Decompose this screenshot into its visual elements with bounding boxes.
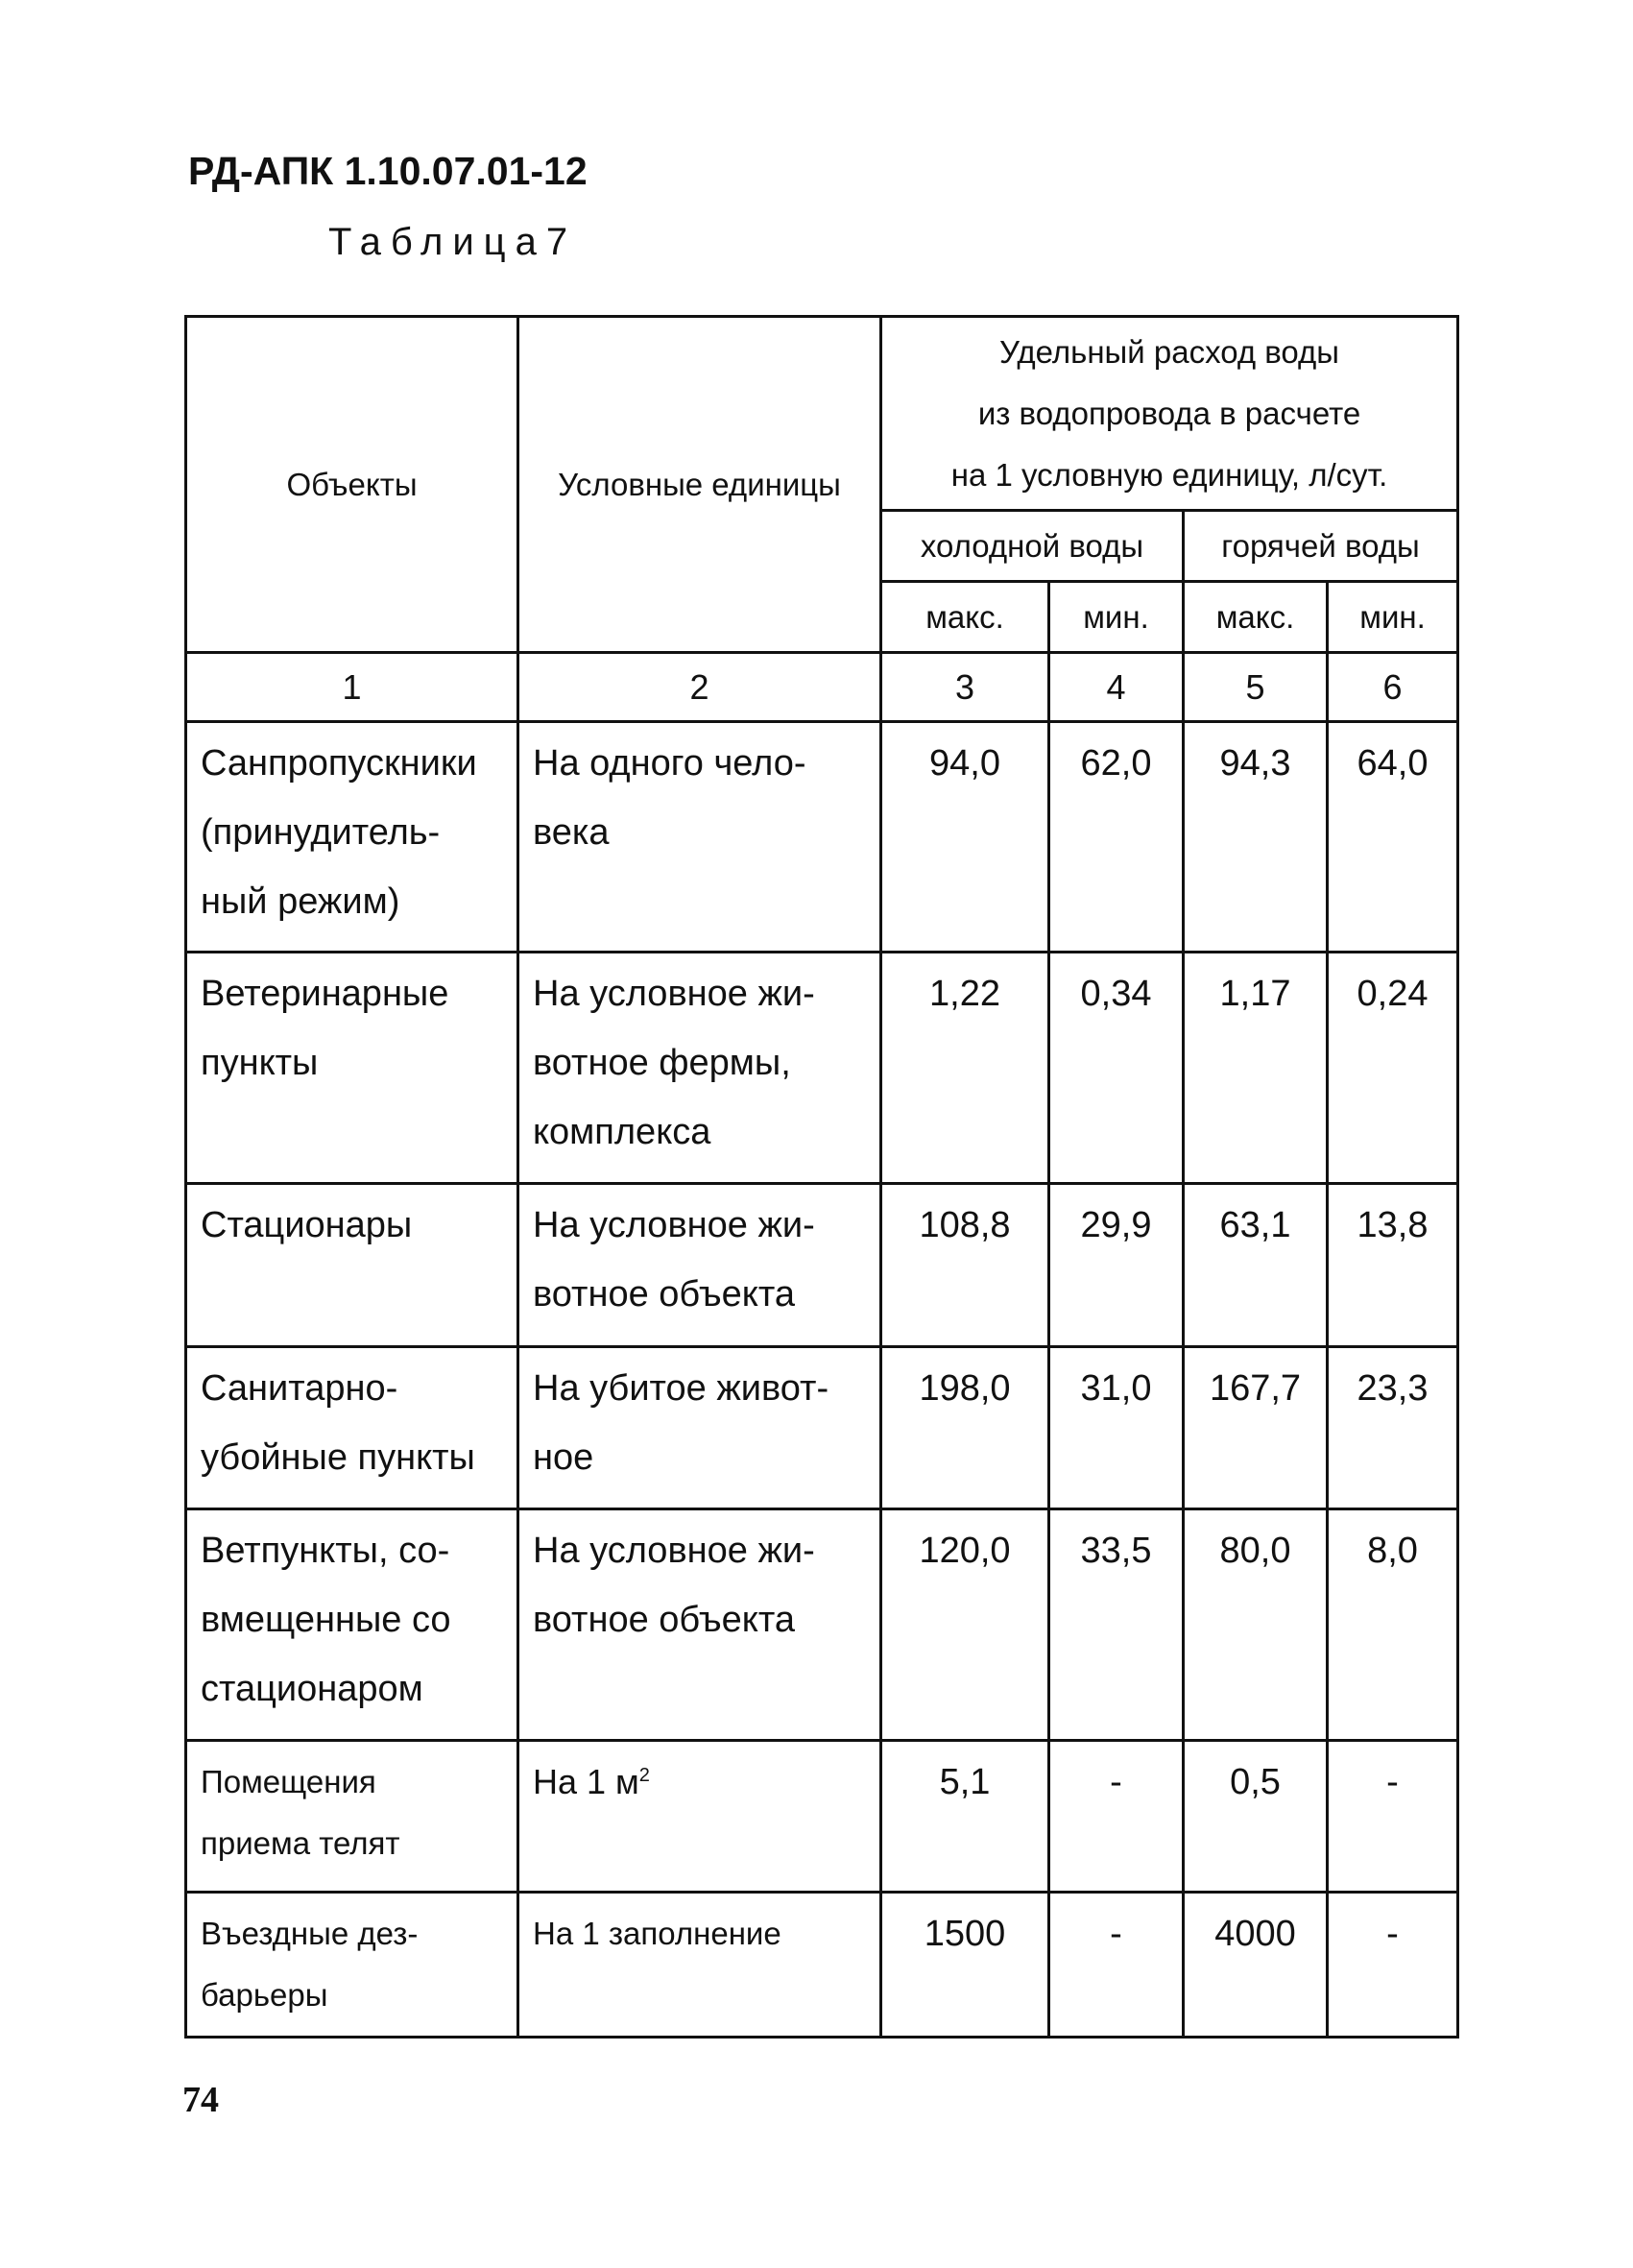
cold-min-value: 29,9 (1049, 1184, 1184, 1347)
table-row (186, 1509, 1458, 1741)
unit-text: На 1 м (533, 1762, 639, 1801)
header-hot-max: макс. (1184, 582, 1328, 653)
column-number: 1 (186, 653, 518, 722)
cold-max-value: 120,0 (881, 1509, 1049, 1741)
cold-min-value: 33,5 (1049, 1509, 1184, 1741)
column-number: 6 (1328, 653, 1458, 722)
hot-min-value: 8,0 (1328, 1509, 1458, 1741)
cold-max-value: 1,22 (881, 953, 1049, 1184)
cold-min-value: 0,34 (1049, 953, 1184, 1184)
hot-min-value: 0,24 (1328, 953, 1458, 1184)
unit-cell (518, 1509, 881, 1741)
table-row (186, 1184, 1458, 1347)
header-cold-min: мин. (1049, 582, 1184, 653)
object-cell (186, 1509, 518, 1741)
header-group-line: из водопровода в расчете (977, 395, 1361, 431)
header-objects: Объекты (186, 317, 518, 653)
object-cell (186, 1893, 518, 2038)
header-hot-min: мин. (1328, 582, 1458, 653)
object-line: Санпропускники (201, 743, 477, 784)
unit-cell (518, 1893, 881, 2038)
unit-line: На условное жи- (533, 974, 815, 1014)
hot-min-value: - (1328, 1741, 1458, 1893)
unit-line: вотное объекта (533, 1600, 795, 1640)
header-units: Условные единицы (518, 317, 881, 653)
header-group-line: на 1 условную единицу, л/сут. (950, 456, 1388, 493)
unit-line: На 1 заполнение (533, 1916, 781, 1951)
unit-cell (518, 722, 881, 953)
unit-line: века (533, 812, 610, 853)
cold-min-value: - (1049, 1741, 1184, 1893)
hot-max-value: 1,17 (1184, 953, 1328, 1184)
unit-line: вотное фермы, (533, 1043, 791, 1083)
hot-max-value: 94,3 (1184, 722, 1328, 953)
unit-cell (518, 1347, 881, 1509)
unit-line: ное (533, 1437, 594, 1478)
hot-min-value: 64,0 (1328, 722, 1458, 953)
object-line: Помещения (201, 1764, 376, 1799)
table-row (186, 1347, 1458, 1509)
object-line: вмещенные со (201, 1600, 451, 1640)
table-caption: Таблица7 (328, 221, 578, 263)
header-cold-max: макс. (881, 582, 1049, 653)
unit-line: На условное жи- (533, 1205, 815, 1245)
page-number: 74 (182, 2080, 219, 2120)
object-cell (186, 953, 518, 1184)
table-row (186, 953, 1458, 1184)
cold-max-value: 5,1 (881, 1741, 1049, 1893)
column-number: 2 (518, 653, 881, 722)
hot-max-value: 63,1 (1184, 1184, 1328, 1347)
object-line: Въездные дез- (201, 1916, 419, 1951)
object-cell (186, 1184, 518, 1347)
cold-min-value: 62,0 (1049, 722, 1184, 953)
water-consumption-table (184, 315, 1459, 2039)
object-line: Ветеринарные (201, 974, 449, 1014)
header-hot-water: горячей воды (1184, 511, 1458, 582)
object-line: пункты (201, 1043, 319, 1083)
unit-cell (518, 1184, 881, 1347)
object-line: барьеры (201, 1977, 328, 2013)
unit-line: комплекса (533, 1112, 711, 1152)
table-row (186, 1893, 1458, 2038)
unit-line: На условное жи- (533, 1531, 815, 1571)
object-line: приема телят (201, 1825, 400, 1861)
object-line: Стационары (201, 1205, 413, 1245)
document-code: РД-АПК 1.10.07.01-12 (188, 149, 588, 193)
header-group-line: Удельный расход воды (998, 333, 1340, 370)
cold-max-value: 94,0 (881, 722, 1049, 953)
cold-max-value: 198,0 (881, 1347, 1049, 1509)
unit-line: На убитое живот- (533, 1368, 829, 1409)
object-cell (186, 722, 518, 953)
table-row (186, 722, 1458, 953)
cold-min-value: - (1049, 1893, 1184, 2038)
unit-superscript: 2 (638, 1765, 650, 1786)
object-line: (принудитель- (201, 812, 441, 853)
hot-min-value: 13,8 (1328, 1184, 1458, 1347)
object-line: Ветпункты, со- (201, 1531, 450, 1571)
column-number: 4 (1049, 653, 1184, 722)
object-line: стационаром (201, 1669, 423, 1709)
hot-max-value: 4000 (1184, 1893, 1328, 2038)
header-consumption-group (881, 317, 1458, 511)
unit-line: вотное объекта (533, 1274, 795, 1315)
column-number: 5 (1184, 653, 1328, 722)
hot-max-value: 0,5 (1184, 1741, 1328, 1893)
unit-cell (518, 953, 881, 1184)
cold-max-value: 108,8 (881, 1184, 1049, 1347)
object-line: ный режим) (201, 881, 400, 922)
cold-max-value: 1500 (881, 1893, 1049, 2038)
unit-line: На одного чело- (533, 743, 806, 784)
hot-min-value: 23,3 (1328, 1347, 1458, 1509)
object-line: Санитарно- (201, 1368, 398, 1409)
cold-min-value: 31,0 (1049, 1347, 1184, 1509)
column-number: 3 (881, 653, 1049, 722)
object-cell (186, 1347, 518, 1509)
hot-min-value: - (1328, 1893, 1458, 2038)
table-row (186, 1741, 1458, 1893)
unit-cell (518, 1741, 881, 1893)
hot-max-value: 167,7 (1184, 1347, 1328, 1509)
header-cold-water: холодной воды (881, 511, 1184, 582)
object-cell (186, 1741, 518, 1893)
hot-max-value: 80,0 (1184, 1509, 1328, 1741)
object-line: убойные пункты (201, 1437, 475, 1478)
